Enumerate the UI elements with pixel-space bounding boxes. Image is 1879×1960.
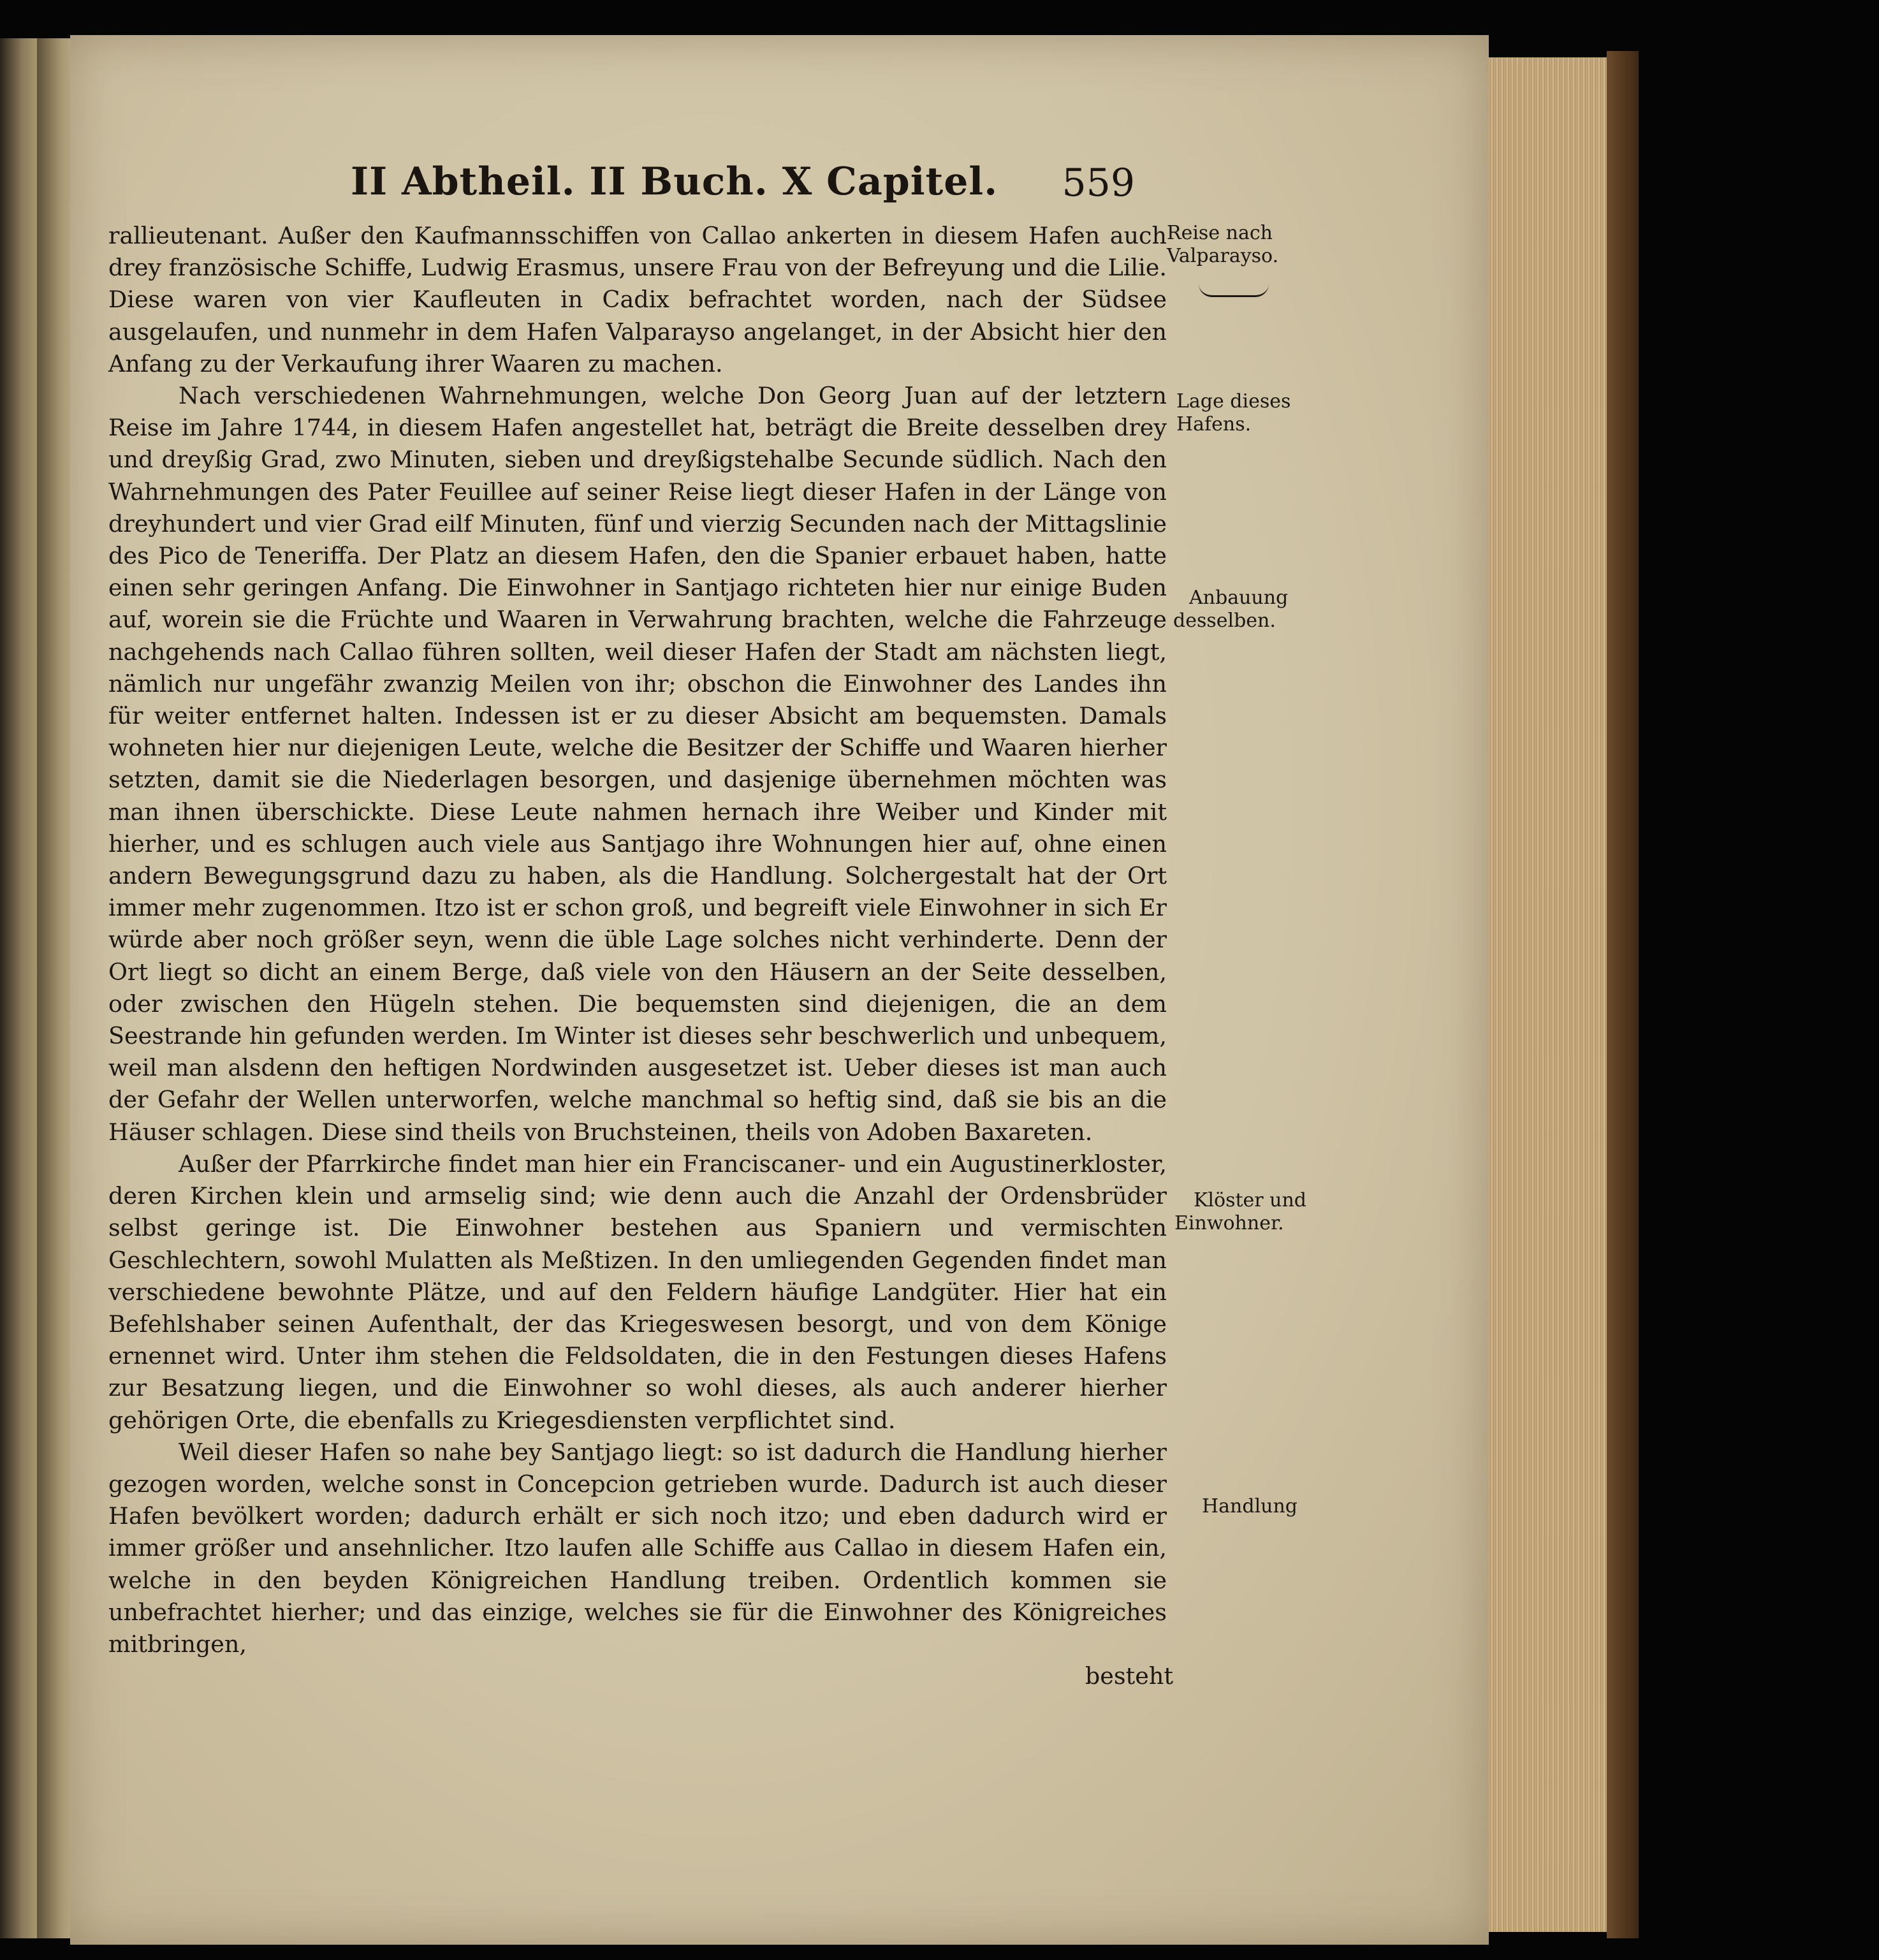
margin-note-line: Einwohner. (1174, 1212, 1284, 1234)
margin-brace (1199, 284, 1269, 297)
previous-page-edge (0, 38, 37, 1938)
book-cover-edge (1607, 51, 1639, 1938)
margin-note-line: Hafens. (1176, 413, 1252, 435)
margin-note-line: Valparayso. (1167, 245, 1279, 267)
paragraph: Nach verschiedenen Wahrnehmungen, welche Don Georg Juan auf der letztern Reise im Jahre 1744, in diesem Hafen angestellet hat, beträgt die Breite desselben drey und dreyßig Grad, zwo Minuten, sieben und dreyßigstehalbe Secunde südlich. Nach den Wahrnehmungen des Pater Feuillee auf seiner Reise liegt dieser Hafen in der Länge von dreyhundert und vier Grad eilf Minuten, fünf und vierzig Secunden nach der Mittagslinie des Pico de Teneriffa. Der Platz an diesem Hafen, den die Spanier erbauet haben, hatte einen sehr geringen Anfang. Die Einwohner in Santjago richteten hier nur einige Buden auf, worein sie die Früchte und Waaren in Verwahrung brachten, welche die Fahrzeuge nachgehends nach Callao führen sollten, weil dieser Hafen der Stadt am nächsten liegt, nämlich nur ungefähr zwanzig Meilen von ihr; obschon die Einwohner des Landes ihn für weiter entfernet halten. Indessen ist er zu dieser Absicht am bequemsten. Damals wohneten hier nur diejenigen Leute, welche die Besitzer der Schiffe und Waaren hierher setzten, damit sie die Niederlagen besorgen, und dasjenige übernehmen möchten was man ihnen überschickte. Diese Leute nahmen hernach ihre Weiber und Kinder mit hierher, und es schlugen auch viele aus Santjago ihre Wohnungen hier auf, ohne einen andern Bewegungsgrund dazu zu haben, als die Handlung. Solchergestalt hat der Ort immer mehr zugenommen. Itzo ist er schon groß, und begreift viele Einwohner in sich Er würde aber noch größer seyn, wenn die üble Lage solches nicht verhinderte. Denn der Ort liegt so dicht an einem Berge, daß viele von den Häusern an der Seite desselben, oder zwischen den Hügeln stehen. Die bequemsten sind diejenigen, die an dem Seestrande hin gefunden werden. Im Winter ist dieses sehr beschwerlich und unbequem, weil man alsdenn den heftigen Nordwinden ausgesetzet ist. Ueber dieses ist man auch der Gefahr der Wellen unterworfen, welche manchmal so heftig sind, daß sie bis an die Häuser schlagen. Diese sind theils von Bruchsteinen, theils von Adoben Baxareten. (108, 382, 1167, 1146)
paragraph: Weil dieser Hafen so nahe bey Santjago liegt: so ist dadurch die Handlung hierher gezogen worden, welche sonst in Concepcion getrieben wurde. Dadurch ist auch dieser Hafen bevölkert worden; dadurch erhält er sich noch itzo; und eben dadurch wird er immer größer und ansehnlicher. Itzo laufen alle Schiffe aus Callao in diesem Hafen ein, welche in den beyden Königreichen Handlung treiben. Ordentlich kommen sie unbefrachtet hierher; und das einzige, welches sie für die Einwohner des Königreiches mitbringen, (108, 1438, 1167, 1658)
catchword: besteht (1085, 1662, 1173, 1690)
margin-note-line: Lage dieses (1176, 390, 1291, 413)
margin-note-line: Anbauung (1189, 587, 1289, 609)
paragraph: Außer der Pfarrkirche findet man hier ein Franciscaner- und ein Augustinerkloster, deren Kirchen klein und armselig sind; wie denn auch die Anzahl der Ordensbrüder selbst geringe ist. Die Einwohner bestehen aus Spaniern und vermischten Geschlechtern, sowohl Mulatten als Meßtizen. In den umliegenden Gegenden findet man verschiedene bewohnte Plätze, und auf den Feldern häufige Landgüter. Hier hat ein Befehlshaber seinen Aufenthalt, der das Kriegeswesen besorgt, und von dem Könige ernennet wird. Unter ihm stehen die Feldsoldaten, die in den Festungen dieses Hafens zur Besatzung liegen, und die Einwohner so wohl dieses, als auch anderer hierher gehörigen Orte, die ebenfalls zu Kriegesdiensten verpflichtet sind. (108, 1150, 1167, 1434)
margin-note-lage (1176, 390, 1290, 436)
page-block-edges (1489, 57, 1616, 1932)
page-header (344, 159, 1141, 217)
margin-note-line: Handlung (1202, 1495, 1298, 1518)
paragraph: rallieutenant. Außer den Kaufmannsschiffen von Callao ankerten in diesem Hafen auch drey französische Schiffe, Ludwig Erasmus, unsere Frau von der Befreyung und die Lilie. Diese waren von vier Kaufleuten in Cadix befrachtet worden, nach der Südsee ausgelaufen, und nunmehr in dem Hafen Valparayso angelanget, in der Absicht hier den Anfang zu der Verkaufung ihrer Waaren zu machen. (108, 222, 1167, 377)
main-text (108, 220, 1173, 1692)
margin-note-line: Reise nach (1167, 222, 1273, 244)
margin-note-handlung (1202, 1495, 1298, 1518)
margin-note-line: desselben. (1173, 610, 1276, 632)
running-title: II Abtheil. II Buch. X Capitel. (351, 159, 998, 204)
margin-note-kloester (1174, 1189, 1306, 1235)
page-number: 559 (1062, 161, 1135, 205)
margin-note-reise (1167, 222, 1278, 268)
margin-note-line: Klöster und (1194, 1189, 1306, 1211)
margin-note-anbauung (1173, 587, 1288, 633)
